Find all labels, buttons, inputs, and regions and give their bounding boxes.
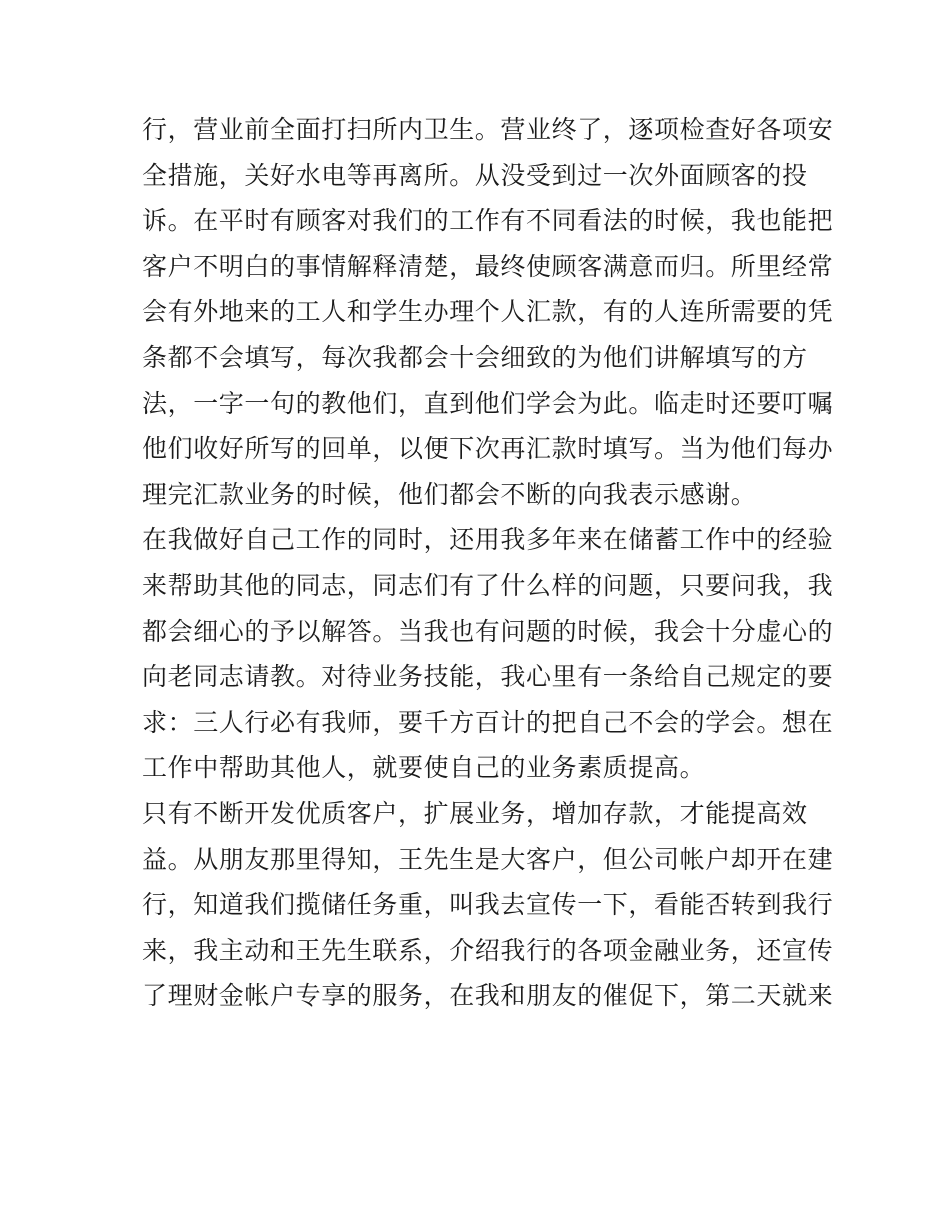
text-line: 了理财金帐户专享的服务，在我和朋友的催促下，第二天就来	[142, 981, 834, 1011]
text-line: 求：三人行必有我师，要千方百计的把自己不会的学会。想在	[142, 707, 834, 737]
text-line: 来帮助其他的同志，同志们有了什么样的问题，只要问我，我	[142, 570, 834, 600]
text-line: 条都不会填写，每次我都会十会细致的为他们讲解填写的方	[142, 342, 808, 372]
text-line: 只有不断开发优质客户，扩展业务，增加存款，才能提高效	[142, 798, 808, 828]
text-line: 客户不明白的事情解释清楚，最终使顾客满意而归。所里经常	[142, 251, 834, 281]
text-line: 诉。在平时有顾客对我们的工作有不同看法的时候，我也能把	[142, 206, 834, 236]
text-line: 行，营业前全面打扫所内卫生。营业终了，逐项检查好各项安	[142, 115, 834, 144]
text-line: 向老同志请教。对待业务技能，我心里有一条给自己规定的要	[142, 662, 834, 692]
text-line: 理完汇款业务的时候，他们都会不断的向我表示感谢。	[142, 479, 757, 509]
text-line: 益。从朋友那里得知，王先生是大客户，但公司帐户却开在建	[142, 844, 834, 874]
text-line: 来，我主动和王先生联系，介绍我行的各项金融业务，还宣传	[142, 935, 834, 965]
text-line: 在我做好自己工作的同时，还用我多年来在储蓄工作中的经验	[142, 525, 834, 555]
body-text	[142, 107, 834, 1019]
text-line: 行，知道我们揽储任务重，叫我去宣传一下，看能否转到我行	[142, 890, 834, 920]
text-line: 会有外地来的工人和学生办理个人汇款，有的人连所需要的凭	[142, 297, 834, 327]
text-line: 工作中帮助其他人，就要使自己的业务素质提高。	[142, 753, 706, 783]
text-line: 都会细心的予以解答。当我也有问题的时候，我会十分虚心的	[142, 616, 834, 646]
text-line: 他们收好所写的回单，以便下次再汇款时填写。当为他们每办	[142, 434, 834, 464]
text-line: 全措施，关好水电等再离所。从没受到过一次外面顾客的投	[142, 160, 808, 190]
text-line: 法，一字一句的教他们，直到他们学会为此。临走时还要叮嘱	[142, 388, 834, 418]
